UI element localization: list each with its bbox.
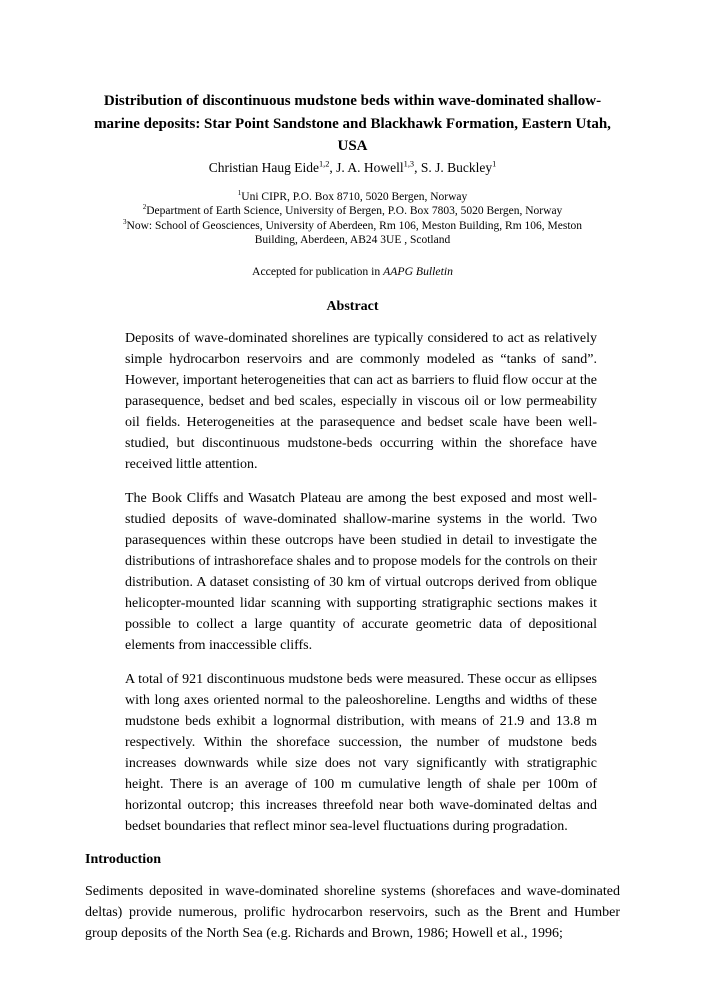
authors-line: Christian Haug Eide$^{1,2}$, J. A. Howell$^{1,3}$, S. J. Buckley$^1$: [208, 159, 497, 175]
acceptance-note: [85, 265, 620, 278]
affiliation-superscript: 2: [142, 203, 147, 212]
abstract-heading: Abstract: [326, 298, 379, 314]
abstract-paragraph-1: Deposits of wave-dominated shorelines are typically considered to act as relatively simple hydrocarbon reservoirs and are commonly modeled as “tanks of sand”. However, important heterogeneities that can act as barriers to fluid flow occur at the parasequence, bedset and bed scales, especially in viscous oil or low permeability oil fields. Heterogeneities at the parasequence and bedset scale have been well-studied, but discontinuous mudstone-beds occurring within the shoreface have received little attention.: [125, 330, 597, 472]
paper-title: Distribution of discontinuous mudstone beds within wave-dominated shallow-marine deposits: Star Point Sandstone and Blackhawk Formation, Eastern Utah, USA: [94, 93, 611, 154]
author-affiliation-superscript: 1,2: [318, 159, 330, 168]
author-name: S. J. Buckley: [420, 159, 493, 175]
affiliation-superscript: 1: [237, 188, 242, 197]
introduction-heading: Introduction: [85, 851, 161, 867]
affiliation-line: $^2$Department of Earth Science, University of Bergen, P.O. Box 7803, 5020 Bergen, Norway: [142, 203, 563, 218]
abstract-paragraph-3: A total of 921 discontinuous mudstone beds were measured. These occur as ellipses with long axes oriented normal to the paleoshoreline. Lengths and widths of these mudstone beds exhibit a lognormal distribution, with means of 21.9 and 13.8 m respectively. Within the shoreface succession, the number of mudstone beds increases downwards while size does not vary significantly with stratigraphic height. There is an average of 100 m cumulative length of shale per 100m of horizontal outcrop; this increases threefold near both wave-dominated deltas and bedset boundaries that reflect minor sea-level fluctuations during progradation.: [125, 671, 597, 834]
acceptance-prefix: Accepted for publication in: [252, 264, 384, 278]
journal-name: AAPG Bulletin: [383, 264, 453, 278]
affiliation-superscript: 3: [122, 217, 127, 226]
abstract-section: [85, 328, 620, 837]
intro-paragraph-1: Sediments deposited in wave-dominated shoreline systems (shorefaces and wave-dominated deltas) provide numerous, prolific hydrocarbon reservoirs, such as the Brent and Humber group deposits of the North Sea (e.g. Richards and Brown, 1986; Howell et al., 1996;: [85, 883, 620, 941]
introduction-section: [85, 881, 620, 944]
author-affiliation-superscript: 1,3: [403, 159, 415, 168]
author-name: J. A. Howell: [336, 159, 404, 175]
abstract-paragraph-2: The Book Cliffs and Wasatch Plateau are among the best exposed and most well-studied deposits of wave-dominated shallow-marine systems in the world. Two parasequences within these outcrops have been studied in detail to investigate the distributions of intrashoreface shales and to propose models for the controls on their distribution. A dataset consisting of 30 km of virtual outcrops derived from oblique helicopter-mounted lidar scanning with supporting stratigraphic sections makes it possible to collect a large quantity of accurate geometric data of depositional elements from inaccessible cliffs.: [125, 490, 597, 653]
author-affiliation-superscript: 1: [492, 159, 497, 168]
affiliation-list: [85, 190, 620, 248]
author-name: Christian Haug Eide: [208, 159, 319, 175]
affiliation-line: $^1$Uni CIPR, P.O. Box 8710, 5020 Bergen, Norway: [237, 188, 468, 203]
affiliation-line: $^3$Now: School of Geosciences, University of Aberdeen, Rm 106, Meston Building, Rm 106, Meston Building, Aberdeen, AB24 3UE , Scotland: [122, 217, 583, 247]
